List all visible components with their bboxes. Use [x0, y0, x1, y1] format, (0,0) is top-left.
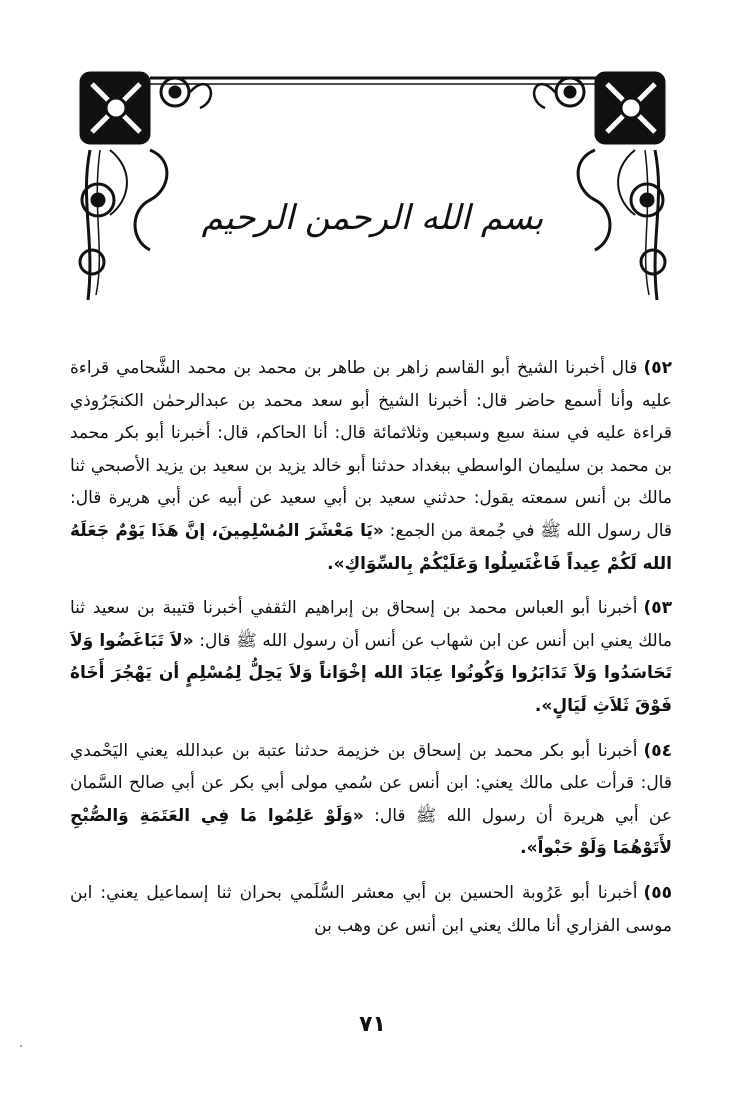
scan-speck [20, 1045, 22, 1047]
hadith-number: ٥٥) [643, 882, 672, 903]
decorative-frame [0, 0, 745, 320]
hadith-text: «وَلَوْ عَلِمُوا مَا فِي العَتَمَةِ وَالصُّبْحِ لأَتَوْهُمَا وَلَوْ حَبْواً». [70, 805, 672, 859]
isnad-text: أخبرنا أبو بكر محمد بن إسحاق بن خزيمة حدثنا عتبة بن عبدالله يعني اليَحْمدي قال: قرأت على مالك يعني: ابن أنس عن سُمي مولى أبي بكر عن أبي صالح السَّمان عن أبي هريرة أن رسول الله ﷺ قال: [70, 740, 672, 826]
isnad-text: أخبرنا أبو العباس محمد بن إسحاق بن إبراهيم الثقفي أخبرنا قتيبة بن سعيد ثنا مالك يعني ابن أنس عن ابن شهاب عن أنس أن رسول الله ﷺ قال: [70, 598, 672, 651]
isnad-text: قال أخبرنا الشيخ أبو القاسم زاهر بن طاهر بن محمد بن محمد الشَّحامي قراءة عليه وأنا أسمع حاضر قال: أخبرنا الشيخ أبو سعد محمد بن عبدالرحمٰن الكنجَرُوذي قراءة عليه في سنة سبع وسبعين وثلاثمائة قال: أنا الحاكم، قال: أخبرنا أبو بكر محمد بن محمد بن سليمان الواسطي ببغداد حدثنا أبو خالد يزيد بن سعيد بن يزيد الأصبحي ثنا مالك بن أنس سمعته يقول: حدثني سعيد بن أبي سعيد عن أبيه عن أبي هريرة قال: قال رسول الله ﷺ في جُمعة من الجمع: [70, 358, 673, 541]
isnad-text: أخبرنا أبو عَرُوبة الحسين بن أبي معشر السُّلَمي بحران ثنا إسماعيل يعني: ابن موسى الفزاري أنا مالك يعني ابن أنس عن وهب بن [70, 882, 672, 936]
hadith-number: ٥٣) [643, 598, 672, 619]
basmala-heading: بسم الله الرحمن الرحيم [201, 198, 544, 238]
paragraph-55 [70, 877, 672, 942]
hadith-number: ٥٤) [643, 740, 672, 761]
main-text [70, 352, 672, 954]
paragraph-52 [70, 352, 672, 580]
page-number: ٧١ [359, 1012, 386, 1037]
hadith-text: «لاَ تَبَاغَضُوا وَلاَ تَحَاسَدُوا وَلاَ تَدَابَرُوا وَكُونُوا عِبَادَ الله إخْوَاناً وَلاَ يَحِلُّ لِمُسْلِمٍ أن يَهْجُرَ أَخَاهُ فَوْقَ ثَلاَثِ لَيَالٍ». [70, 630, 672, 716]
hadith-text: «يَا مَعْشَرَ المُسْلِمِينَ، إنَّ هَذَا يَوْمٌ جَعَلَهُ الله لَكُمْ عِيداً فَاغْتَسِلُوا وَعَلَيْكُمْ بِالسِّوَاكِ». [70, 520, 672, 574]
paragraph-54 [70, 735, 672, 865]
hadith-number: ٥٢) [643, 358, 672, 378]
paragraph-53 [70, 592, 672, 722]
